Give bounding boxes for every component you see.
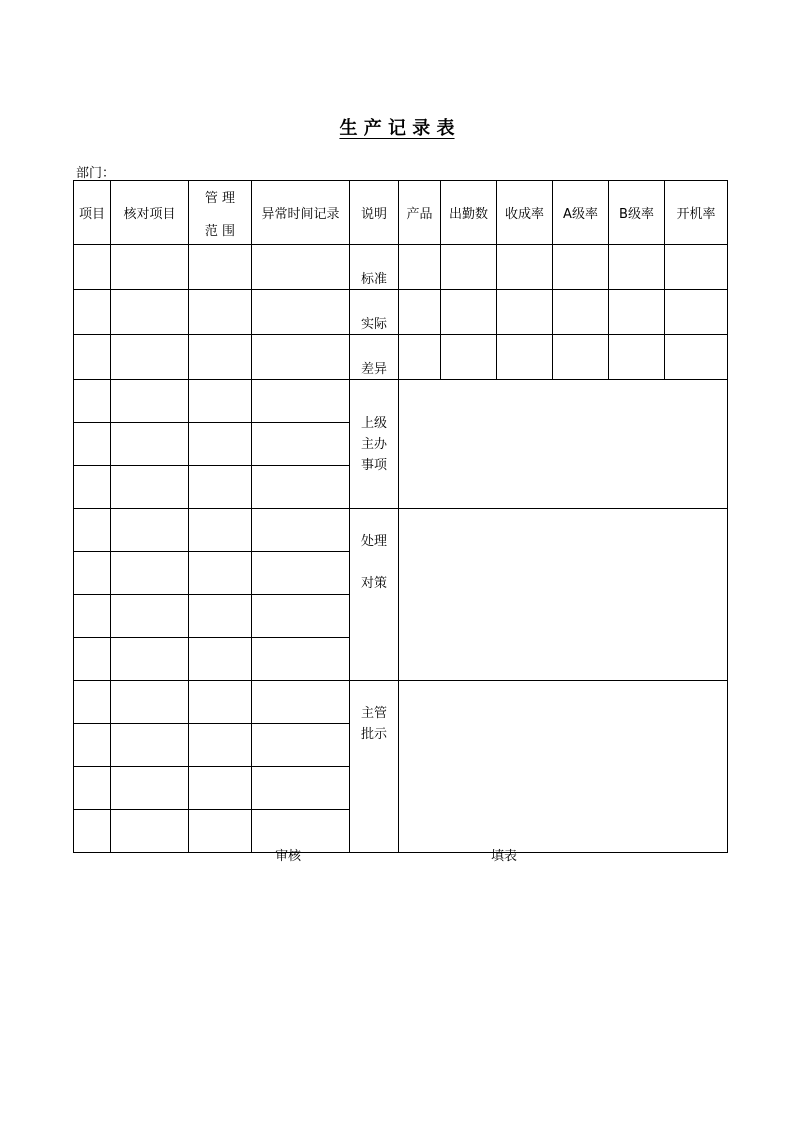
section-superior-line2: 主办 <box>360 436 387 452</box>
cell-check-item[interactable] <box>111 245 189 290</box>
cell-abnormal-time[interactable] <box>252 552 350 595</box>
cell-item[interactable] <box>74 245 111 290</box>
cell-scope[interactable] <box>189 509 252 552</box>
header-b-grade: B级率 <box>609 181 665 245</box>
cell-a-grade[interactable] <box>553 290 609 335</box>
header-yield-rate: 收成率 <box>497 181 553 245</box>
cell-scope[interactable] <box>189 595 252 638</box>
cell-attendance[interactable] <box>441 335 497 380</box>
review-signature-label: 审核 <box>275 849 302 864</box>
row-label-difference: 差异 <box>350 335 399 380</box>
cell-product[interactable] <box>399 335 441 380</box>
cell-uptime[interactable] <box>665 245 728 290</box>
cell-scope[interactable] <box>189 245 252 290</box>
cell-attendance[interactable] <box>441 290 497 335</box>
cell-abnormal-time[interactable] <box>252 767 350 810</box>
cell-abnormal-time[interactable] <box>252 335 350 380</box>
header-product: 产品 <box>399 181 441 245</box>
header-manage-scope <box>189 181 252 245</box>
cell-check-item[interactable] <box>111 466 189 509</box>
section-superior-line1: 上级 <box>360 415 387 431</box>
cell-scope[interactable] <box>189 423 252 466</box>
cell-item[interactable] <box>74 767 111 810</box>
page-title: 生 产 记 录 表 <box>339 118 455 139</box>
header-note: 说明 <box>350 181 399 245</box>
cell-abnormal-time[interactable] <box>252 245 350 290</box>
section-label-handling-measures <box>350 509 399 681</box>
cell-item[interactable] <box>74 681 111 724</box>
table-row-difference <box>74 335 728 380</box>
supervisor-instructions-content[interactable] <box>399 681 728 853</box>
cell-a-grade[interactable] <box>553 335 609 380</box>
cell-b-grade[interactable] <box>609 335 665 380</box>
cell-abnormal-time[interactable] <box>252 466 350 509</box>
cell-abnormal-time[interactable] <box>252 638 350 681</box>
cell-scope[interactable] <box>189 290 252 335</box>
cell-uptime[interactable] <box>665 335 728 380</box>
cell-scope[interactable] <box>189 724 252 767</box>
section-supervisor-line2: 批示 <box>360 727 387 742</box>
cell-scope[interactable] <box>189 767 252 810</box>
table-row-standard <box>74 245 728 290</box>
cell-check-item[interactable] <box>111 724 189 767</box>
header-row <box>74 181 728 245</box>
cell-product[interactable] <box>399 290 441 335</box>
table-row-actual <box>74 290 728 335</box>
cell-item[interactable] <box>74 552 111 595</box>
cell-scope[interactable] <box>189 810 252 853</box>
cell-item[interactable] <box>74 290 111 335</box>
cell-item[interactable] <box>74 380 111 423</box>
cell-uptime[interactable] <box>665 290 728 335</box>
header-a-grade: A级率 <box>553 181 609 245</box>
superior-matters-content[interactable] <box>399 380 728 509</box>
cell-check-item[interactable] <box>111 290 189 335</box>
cell-check-item[interactable] <box>111 380 189 423</box>
header-item: 项目 <box>74 181 111 245</box>
department-label: 部门： <box>76 166 116 181</box>
header-uptime: 开机率 <box>665 181 728 245</box>
table-row <box>74 681 728 724</box>
table-row <box>74 509 728 552</box>
header-abnormal-time: 异常时间记录 <box>252 181 350 245</box>
cell-item[interactable] <box>74 423 111 466</box>
cell-check-item[interactable] <box>111 767 189 810</box>
section-label-supervisor-instructions <box>350 681 399 853</box>
cell-scope[interactable] <box>189 466 252 509</box>
cell-item[interactable] <box>74 595 111 638</box>
cell-abnormal-time[interactable] <box>252 380 350 423</box>
cell-check-item[interactable] <box>111 552 189 595</box>
handling-measures-content[interactable] <box>399 509 728 681</box>
production-record-table <box>73 180 728 853</box>
cell-abnormal-time[interactable] <box>252 724 350 767</box>
cell-product[interactable] <box>399 245 441 290</box>
cell-yield[interactable] <box>497 335 553 380</box>
cell-abnormal-time[interactable] <box>252 509 350 552</box>
cell-abnormal-time[interactable] <box>252 681 350 724</box>
cell-abnormal-time[interactable] <box>252 423 350 466</box>
cell-item[interactable] <box>74 724 111 767</box>
cell-b-grade[interactable] <box>609 245 665 290</box>
cell-b-grade[interactable] <box>609 290 665 335</box>
cell-item[interactable] <box>74 335 111 380</box>
cell-item[interactable] <box>74 638 111 681</box>
cell-check-item[interactable] <box>111 595 189 638</box>
row-label-standard: 标准 <box>350 245 399 290</box>
cell-yield[interactable] <box>497 290 553 335</box>
cell-a-grade[interactable] <box>553 245 609 290</box>
cell-scope[interactable] <box>189 552 252 595</box>
section-label-superior-matters <box>350 380 399 509</box>
table-row <box>74 380 728 423</box>
header-attendance: 出勤数 <box>441 181 497 245</box>
header-manage-scope-line1: 管 理 <box>204 190 236 206</box>
header-check-item: 核对项目 <box>111 181 189 245</box>
cell-yield[interactable] <box>497 245 553 290</box>
section-supervisor-line1: 主管 <box>360 706 387 721</box>
cell-check-item[interactable] <box>111 335 189 380</box>
cell-scope[interactable] <box>189 335 252 380</box>
filled-by-signature-label: 填表 <box>491 849 518 864</box>
cell-abnormal-time[interactable] <box>252 595 350 638</box>
section-superior-line3: 事项 <box>360 457 387 473</box>
cell-check-item[interactable] <box>111 810 189 853</box>
header-manage-scope-line2: 范 围 <box>204 223 236 239</box>
row-label-actual: 实际 <box>350 290 399 335</box>
cell-item[interactable] <box>74 810 111 853</box>
cell-check-item[interactable] <box>111 509 189 552</box>
cell-item[interactable] <box>74 466 111 509</box>
cell-attendance[interactable] <box>441 245 497 290</box>
cell-check-item[interactable] <box>111 638 189 681</box>
cell-check-item[interactable] <box>111 423 189 466</box>
cell-scope[interactable] <box>189 638 252 681</box>
cell-item[interactable] <box>74 509 111 552</box>
cell-abnormal-time[interactable] <box>252 290 350 335</box>
cell-scope[interactable] <box>189 380 252 423</box>
cell-check-item[interactable] <box>111 681 189 724</box>
section-handling-line2: 对策 <box>360 576 387 591</box>
cell-scope[interactable] <box>189 681 252 724</box>
section-handling-line1: 处理 <box>360 534 387 549</box>
